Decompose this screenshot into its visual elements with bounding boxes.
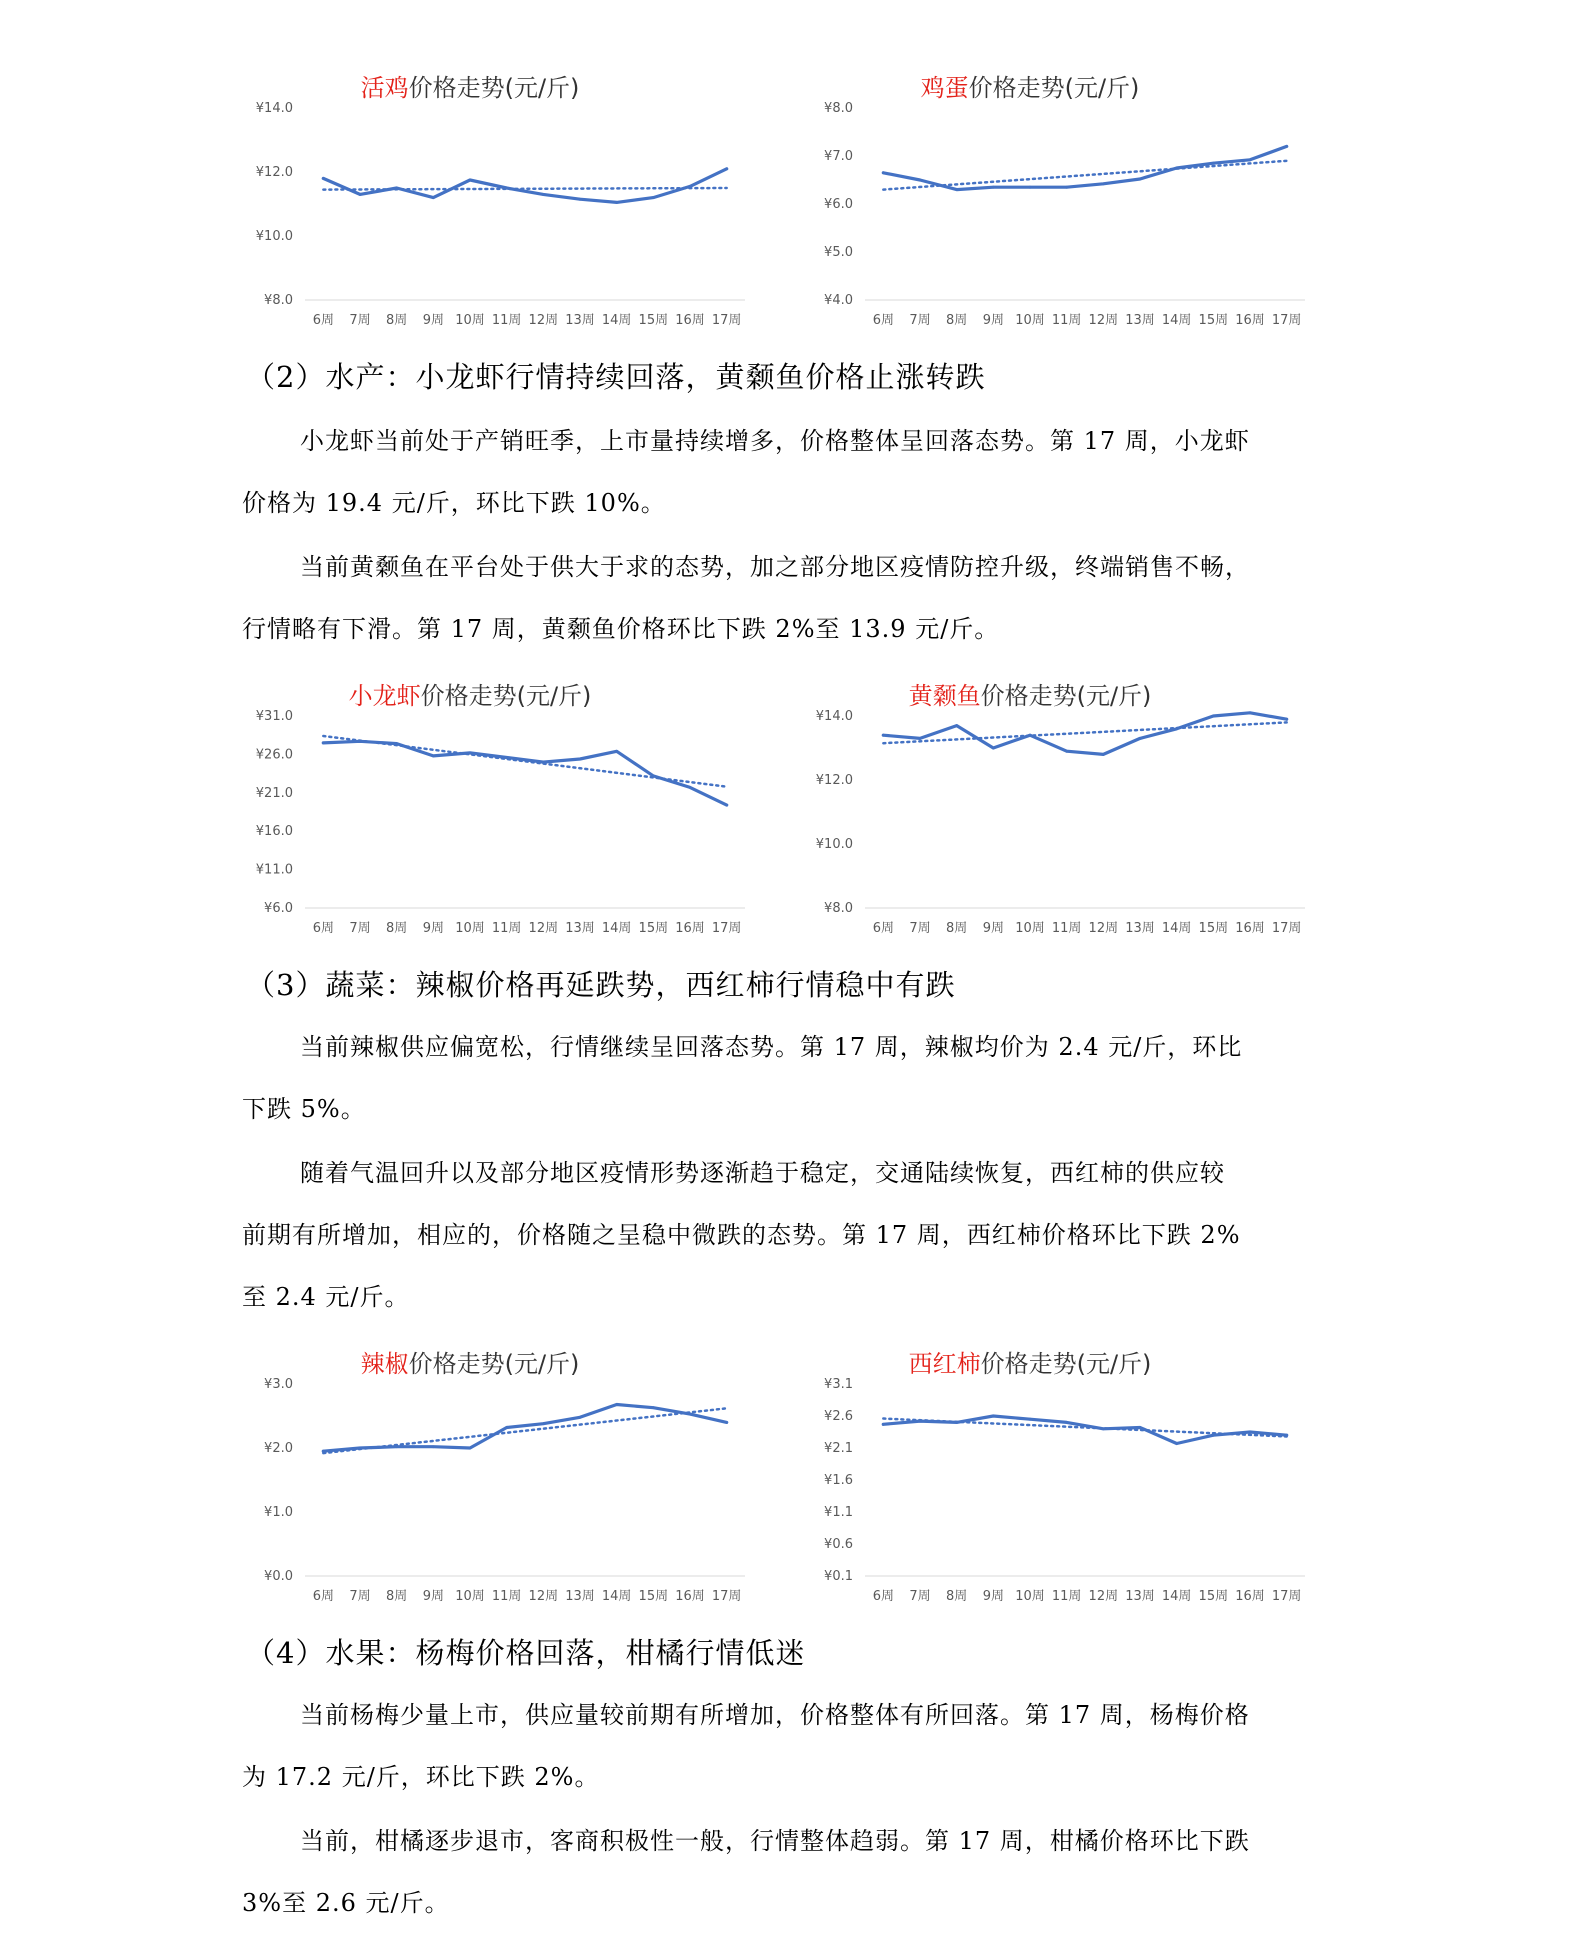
x-tick-label: 10周 bbox=[455, 313, 485, 328]
y-tick-label: ¥14.0 bbox=[815, 709, 853, 724]
x-tick-label: 16周 bbox=[1235, 1589, 1265, 1604]
data-point bbox=[919, 1420, 922, 1423]
data-point bbox=[1029, 1418, 1032, 1421]
x-tick-label: 6周 bbox=[872, 921, 894, 936]
section-heading-aquatic: （2）水产：小龙虾行情持续回落，黄颡鱼价格止涨转跌 bbox=[246, 360, 986, 394]
x-tick-label: 12周 bbox=[1088, 313, 1119, 328]
x-tick-label: 13周 bbox=[1125, 313, 1155, 328]
data-point bbox=[615, 201, 618, 204]
paragraph-line: 3%至 2.6 元/斤。 bbox=[242, 1889, 450, 1917]
paragraph-tomato bbox=[242, 1142, 1360, 1328]
data-point bbox=[1139, 737, 1142, 740]
paragraph-line: 当前辣椒供应偏宽松，行情继续呈回落态势。第 17 周，辣椒均价为 2.4 元/斤，环比 bbox=[300, 1033, 1243, 1061]
y-tick-label: ¥8.0 bbox=[824, 901, 853, 916]
x-tick-label: 10周 bbox=[1015, 1589, 1045, 1604]
data-point bbox=[992, 747, 995, 750]
x-tick-label: 14周 bbox=[601, 1589, 632, 1604]
chart-svg bbox=[240, 1336, 760, 1616]
data-point bbox=[955, 1421, 958, 1424]
x-tick-label: 14周 bbox=[601, 313, 632, 328]
data-point bbox=[992, 1415, 995, 1418]
data-point bbox=[359, 193, 362, 196]
x-tick-label: 10周 bbox=[455, 1589, 485, 1604]
chart-title-rest: 价格走势(元/斤) bbox=[408, 74, 580, 102]
y-tick-label: ¥8.0 bbox=[264, 293, 293, 308]
data-point bbox=[1285, 718, 1288, 721]
paragraph-line: 当前，柑橘逐步退市，客商积极性一般，行情整体趋弱。第 17 周，柑橘价格环比下跌 bbox=[300, 1827, 1250, 1855]
data-point bbox=[689, 1413, 692, 1416]
y-tick-label: ¥2.0 bbox=[264, 1441, 293, 1456]
chart-title-highlight: 辣椒 bbox=[360, 1350, 409, 1378]
x-tick-label: 12周 bbox=[528, 921, 559, 936]
data-point bbox=[1175, 167, 1178, 170]
x-tick-label: 7周 bbox=[909, 1589, 931, 1604]
x-tick-label: 15周 bbox=[1198, 1589, 1229, 1604]
x-tick-label: 16周 bbox=[675, 1589, 705, 1604]
x-tick-label: 11周 bbox=[491, 921, 522, 936]
x-tick-label: 7周 bbox=[909, 313, 931, 328]
data-point bbox=[1139, 1426, 1142, 1429]
x-tick-label: 8周 bbox=[946, 313, 968, 328]
y-tick-label: ¥10.0 bbox=[255, 229, 293, 244]
data-point bbox=[1249, 711, 1252, 714]
data-point bbox=[1065, 750, 1068, 753]
data-point bbox=[1029, 734, 1032, 737]
y-tick-label: ¥14.0 bbox=[255, 101, 293, 116]
chart-title bbox=[921, 74, 1140, 102]
data-point bbox=[725, 804, 728, 807]
x-tick-label: 16周 bbox=[675, 921, 705, 936]
data-point bbox=[992, 186, 995, 189]
data-point bbox=[1285, 1434, 1288, 1437]
x-tick-label: 11周 bbox=[1051, 921, 1082, 936]
chart-crayfish bbox=[240, 668, 760, 948]
data-point bbox=[395, 742, 398, 745]
x-tick-label: 13周 bbox=[565, 1589, 595, 1604]
data-point bbox=[1102, 753, 1105, 756]
y-tick-label: ¥0.1 bbox=[824, 1569, 853, 1584]
x-tick-label: 13周 bbox=[1125, 921, 1155, 936]
y-tick-label: ¥3.1 bbox=[824, 1377, 853, 1392]
data-point bbox=[432, 755, 435, 758]
chart-svg bbox=[800, 60, 1320, 340]
chart-title-highlight: 小龙虾 bbox=[348, 682, 421, 710]
x-tick-label: 9周 bbox=[982, 921, 1004, 936]
y-tick-label: ¥3.0 bbox=[264, 1377, 293, 1392]
paragraph-line: 至 2.4 元/斤。 bbox=[242, 1283, 410, 1311]
data-point bbox=[725, 167, 728, 170]
data-point bbox=[322, 741, 325, 744]
data-point bbox=[579, 1416, 582, 1419]
data-point bbox=[505, 187, 508, 190]
data-point bbox=[1212, 1434, 1215, 1437]
x-tick-label: 16周 bbox=[1235, 921, 1265, 936]
x-tick-label: 12周 bbox=[528, 1589, 559, 1604]
y-tick-label: ¥6.0 bbox=[824, 197, 853, 212]
x-tick-label: 17周 bbox=[711, 1589, 742, 1604]
y-tick-label: ¥1.1 bbox=[824, 1505, 853, 1520]
x-tick-label: 9周 bbox=[982, 1589, 1004, 1604]
x-tick-label: 13周 bbox=[565, 921, 595, 936]
y-tick-label: ¥0.6 bbox=[824, 1537, 853, 1552]
series-line bbox=[883, 713, 1286, 755]
data-point bbox=[579, 198, 582, 201]
x-tick-label: 11周 bbox=[491, 313, 522, 328]
data-point bbox=[955, 188, 958, 191]
chart-title bbox=[361, 74, 580, 102]
data-point bbox=[1249, 158, 1252, 161]
data-point bbox=[652, 775, 655, 778]
x-tick-label: 6周 bbox=[312, 313, 334, 328]
x-tick-label: 8周 bbox=[386, 313, 408, 328]
series-line bbox=[323, 1405, 726, 1452]
trend-line bbox=[883, 722, 1286, 743]
data-point bbox=[1212, 162, 1215, 165]
chart-title bbox=[909, 682, 1152, 710]
paragraph-line: 下跌 5%。 bbox=[242, 1095, 366, 1123]
data-point bbox=[615, 750, 618, 753]
x-tick-label: 14周 bbox=[1161, 1589, 1192, 1604]
x-tick-label: 10周 bbox=[1015, 921, 1045, 936]
chart-title-rest: 价格走势(元/斤) bbox=[980, 682, 1152, 710]
data-point bbox=[542, 1422, 545, 1425]
chart-title-highlight: 黄颡鱼 bbox=[908, 682, 981, 710]
x-tick-label: 11周 bbox=[1051, 1589, 1082, 1604]
chart-title bbox=[909, 1350, 1152, 1378]
data-point bbox=[725, 1421, 728, 1424]
chart-title-rest: 价格走势(元/斤) bbox=[968, 74, 1140, 102]
paragraph-crayfish bbox=[242, 410, 1360, 534]
y-tick-label: ¥4.0 bbox=[824, 293, 853, 308]
data-point bbox=[322, 1450, 325, 1453]
chart-svg bbox=[240, 60, 760, 340]
y-tick-label: ¥2.6 bbox=[824, 1409, 853, 1424]
data-point bbox=[1065, 186, 1068, 189]
x-tick-label: 16周 bbox=[1235, 313, 1265, 328]
data-point bbox=[1175, 727, 1178, 730]
data-point bbox=[1175, 1442, 1178, 1445]
y-tick-label: ¥12.0 bbox=[815, 773, 853, 788]
x-tick-label: 6周 bbox=[872, 313, 894, 328]
x-tick-label: 8周 bbox=[946, 921, 968, 936]
y-tick-label: ¥6.0 bbox=[264, 901, 293, 916]
x-tick-label: 7周 bbox=[909, 921, 931, 936]
series-line bbox=[323, 741, 726, 805]
data-point bbox=[469, 179, 472, 182]
y-tick-label: ¥8.0 bbox=[824, 101, 853, 116]
paragraph-line: 随着气温回升以及部分地区疫情形势逐渐趋于稳定，交通陆续恢复，西红柿的供应较 bbox=[300, 1159, 1225, 1187]
x-tick-label: 10周 bbox=[1015, 313, 1045, 328]
data-point bbox=[1029, 186, 1032, 189]
x-tick-label: 14周 bbox=[1161, 313, 1192, 328]
paragraph-line: 价格为 19.4 元/斤，环比下跌 10%。 bbox=[242, 489, 666, 517]
y-tick-label: ¥31.0 bbox=[255, 709, 293, 724]
data-point bbox=[689, 786, 692, 789]
y-tick-label: ¥1.0 bbox=[264, 1505, 293, 1520]
chart-title bbox=[349, 682, 592, 710]
chart-title-highlight: 鸡蛋 bbox=[920, 74, 969, 102]
x-tick-label: 6周 bbox=[312, 1589, 334, 1604]
x-tick-label: 12周 bbox=[1088, 921, 1119, 936]
x-tick-label: 13周 bbox=[565, 313, 595, 328]
y-tick-label: ¥5.0 bbox=[824, 245, 853, 260]
x-tick-label: 11周 bbox=[491, 1589, 522, 1604]
data-point bbox=[652, 1406, 655, 1409]
data-point bbox=[469, 751, 472, 754]
y-tick-label: ¥16.0 bbox=[255, 824, 293, 840]
x-tick-label: 16周 bbox=[675, 313, 705, 328]
data-point bbox=[359, 740, 362, 743]
data-point bbox=[542, 193, 545, 196]
x-tick-label: 15周 bbox=[638, 1589, 669, 1604]
data-point bbox=[395, 1445, 398, 1448]
data-point bbox=[505, 1426, 508, 1429]
x-tick-label: 7周 bbox=[349, 313, 371, 328]
data-point bbox=[1139, 178, 1142, 181]
data-point bbox=[882, 171, 885, 174]
y-tick-label: ¥26.0 bbox=[255, 747, 293, 763]
chart-title-rest: 价格走势(元/斤) bbox=[980, 1350, 1152, 1378]
x-tick-label: 12周 bbox=[1088, 1589, 1119, 1604]
x-tick-label: 9周 bbox=[422, 313, 444, 328]
x-tick-label: 7周 bbox=[349, 921, 371, 936]
data-point bbox=[1285, 145, 1288, 148]
chart-title-rest: 价格走势(元/斤) bbox=[408, 1350, 580, 1378]
chart-chili bbox=[240, 1336, 760, 1616]
chart-title-rest: 价格走势(元/斤) bbox=[420, 682, 592, 710]
chart-title-highlight: 活鸡 bbox=[360, 74, 409, 102]
chart-svg bbox=[800, 1336, 1320, 1616]
chart-title bbox=[361, 1350, 580, 1378]
x-tick-label: 9周 bbox=[982, 313, 1004, 328]
paragraph-yellow-catfish bbox=[242, 536, 1360, 660]
y-tick-label: ¥2.1 bbox=[824, 1441, 853, 1456]
chart-svg bbox=[240, 668, 760, 948]
paragraph-line: 小龙虾当前处于产销旺季，上市量持续增多，价格整体呈回落态势。第 17 周，小龙虾 bbox=[300, 427, 1250, 455]
data-point bbox=[1102, 1427, 1105, 1430]
x-tick-label: 10周 bbox=[455, 921, 485, 936]
series-line bbox=[323, 169, 726, 203]
data-point bbox=[395, 187, 398, 190]
paragraph-line: 当前杨梅少量上市，供应量较前期有所增加，价格整体有所回落。第 17 周，杨梅价格 bbox=[300, 1701, 1250, 1729]
x-tick-label: 9周 bbox=[422, 921, 444, 936]
y-tick-label: ¥1.6 bbox=[824, 1473, 853, 1488]
paragraph-line: 为 17.2 元/斤，环比下跌 2%。 bbox=[242, 1763, 600, 1791]
x-tick-label: 17周 bbox=[711, 921, 742, 936]
x-tick-label: 14周 bbox=[1161, 921, 1192, 936]
paragraph-chili bbox=[242, 1016, 1360, 1140]
paragraph-line: 前期有所增加，相应的，价格随之呈稳中微跌的态势。第 17 周，西红柿价格环比下跌 2% bbox=[242, 1221, 1241, 1249]
data-point bbox=[1102, 182, 1105, 185]
data-point bbox=[505, 756, 508, 759]
paragraph-citrus bbox=[242, 1810, 1360, 1934]
x-tick-label: 13周 bbox=[1125, 1589, 1155, 1604]
x-tick-label: 11周 bbox=[1051, 313, 1082, 328]
x-tick-label: 8周 bbox=[386, 1589, 408, 1604]
data-point bbox=[432, 1445, 435, 1448]
paragraph-bayberry bbox=[242, 1684, 1360, 1808]
x-tick-label: 17周 bbox=[711, 313, 742, 328]
x-tick-label: 6周 bbox=[312, 921, 334, 936]
paragraph-line: 行情略有下滑。第 17 周，黄颡鱼价格环比下跌 2%至 13.9 元/斤。 bbox=[242, 615, 1000, 643]
y-tick-label: ¥21.0 bbox=[255, 785, 293, 801]
x-tick-label: 8周 bbox=[946, 1589, 968, 1604]
section-heading-fruit: （4）水果：杨梅价格回落，柑橘行情低迷 bbox=[246, 1636, 806, 1670]
data-point bbox=[579, 758, 582, 761]
data-point bbox=[919, 179, 922, 182]
x-tick-label: 17周 bbox=[1271, 921, 1302, 936]
chart-live-chicken bbox=[240, 60, 760, 340]
data-point bbox=[322, 177, 325, 180]
x-tick-label: 15周 bbox=[1198, 921, 1229, 936]
y-tick-label: ¥12.0 bbox=[255, 165, 293, 180]
data-point bbox=[1212, 715, 1215, 718]
x-tick-label: 7周 bbox=[349, 1589, 371, 1604]
data-point bbox=[359, 1447, 362, 1450]
data-point bbox=[919, 737, 922, 740]
data-point bbox=[689, 185, 692, 188]
data-point bbox=[1249, 1431, 1252, 1434]
data-point bbox=[955, 724, 958, 727]
data-point bbox=[432, 196, 435, 199]
x-tick-label: 14周 bbox=[601, 921, 632, 936]
data-point bbox=[469, 1447, 472, 1450]
data-point bbox=[882, 1423, 885, 1426]
y-tick-label: ¥0.0 bbox=[264, 1569, 293, 1584]
y-tick-label: ¥7.0 bbox=[824, 149, 853, 164]
x-tick-label: 6周 bbox=[872, 1589, 894, 1604]
x-tick-label: 17周 bbox=[1271, 1589, 1302, 1604]
chart-svg bbox=[800, 668, 1320, 948]
x-tick-label: 12周 bbox=[528, 313, 559, 328]
chart-yellow-catfish bbox=[800, 668, 1320, 948]
x-tick-label: 15周 bbox=[1198, 313, 1229, 328]
y-tick-label: ¥10.0 bbox=[815, 837, 853, 852]
data-point bbox=[882, 734, 885, 737]
data-point bbox=[652, 196, 655, 199]
chart-tomato bbox=[800, 1336, 1320, 1616]
x-tick-label: 17周 bbox=[1271, 313, 1302, 328]
x-tick-label: 9周 bbox=[422, 1589, 444, 1604]
data-point bbox=[542, 761, 545, 764]
data-point bbox=[615, 1403, 618, 1406]
x-tick-label: 15周 bbox=[638, 313, 669, 328]
x-tick-label: 8周 bbox=[386, 921, 408, 936]
paragraph-line: 当前黄颡鱼在平台处于供大于求的态势，加之部分地区疫情防控升级，终端销售不畅， bbox=[300, 553, 1250, 581]
y-tick-label: ¥11.0 bbox=[255, 862, 293, 878]
section-heading-vegetables: （3）蔬菜：辣椒价格再延跌势，西红柿行情稳中有跌 bbox=[246, 968, 956, 1002]
data-point bbox=[1065, 1421, 1068, 1424]
x-tick-label: 15周 bbox=[638, 921, 669, 936]
chart-title-highlight: 西红柿 bbox=[908, 1350, 981, 1378]
chart-eggs bbox=[800, 60, 1320, 340]
series-line bbox=[883, 146, 1286, 189]
